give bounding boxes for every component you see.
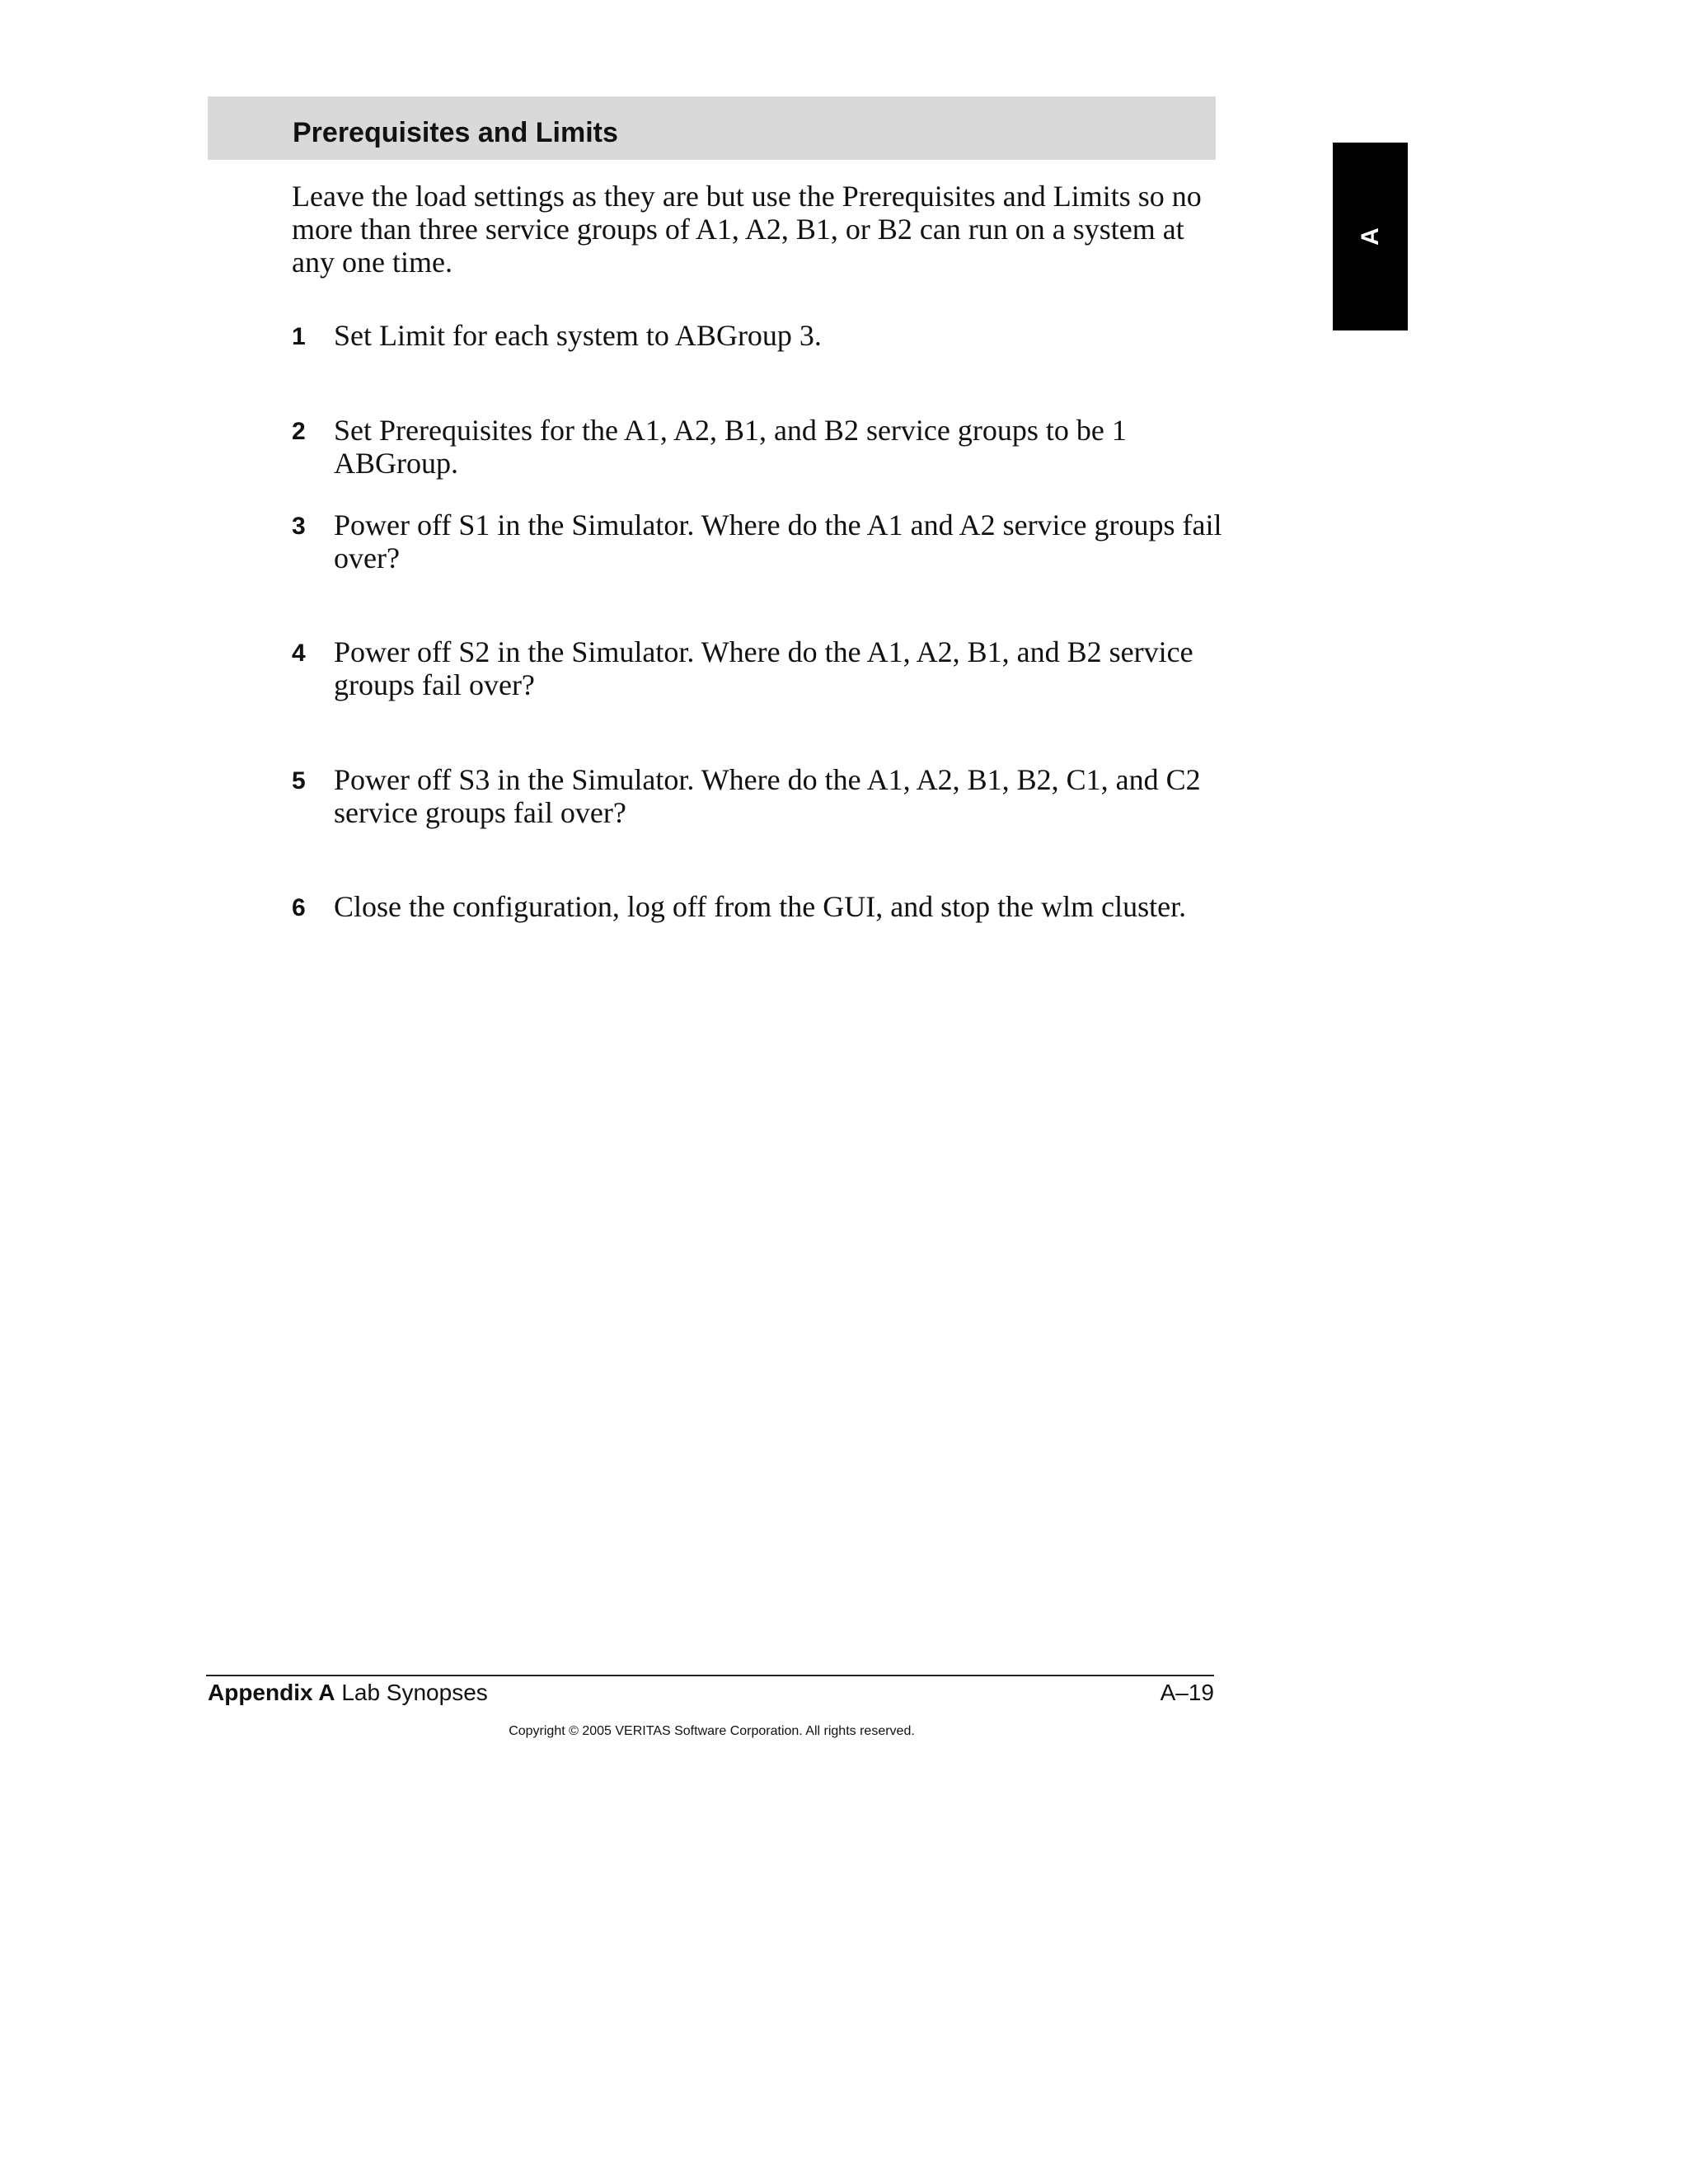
intro-paragraph: Leave the load settings as they are but use the Prerequisites and Limits so no more than three service groups of A1, A2, B1, or B2 can run on a system at any one time.: [292, 180, 1202, 279]
section-title: Prerequisites and Limits: [293, 117, 618, 148]
step-text: Close the configuration, log off from the GUI, and stop the wlm cluster.: [334, 890, 1187, 923]
step-number: 5: [292, 767, 306, 794]
footer-section-name: Lab Synopses: [341, 1680, 488, 1705]
step-text: Power off S2 in the Simulator. Where do the A1, A2, B1, and B2 service groups fail over?: [334, 635, 1193, 701]
footer-divider: [206, 1675, 1214, 1676]
appendix-side-tab: [1333, 143, 1408, 330]
step-text: Power off S3 in the Simulator. Where do the A1, A2, B1, B2, C1, and C2 service groups fail over?: [334, 763, 1201, 829]
footer-appendix-label: Appendix A: [208, 1680, 335, 1705]
step-text: Set Prerequisites for the A1, A2, B1, and B2 service groups to be 1 ABGroup.: [334, 414, 1127, 480]
step-number: 4: [292, 640, 306, 667]
step-text: Power off S1 in the Simulator. Where do the A1 and A2 service groups fail over?: [334, 509, 1222, 574]
step-number: 2: [292, 418, 306, 445]
step-number: 6: [292, 894, 306, 921]
footer-section-label: [208, 1679, 488, 1707]
step-number: 1: [292, 323, 306, 350]
footer-page-number: A–19: [1160, 1680, 1214, 1705]
step-number: 3: [292, 513, 306, 540]
copyright-notice: Copyright © 2005 VERITAS Software Corporation. All rights reserved.: [509, 1724, 915, 1738]
side-tab-label: A: [1356, 227, 1384, 246]
step-text: Set Limit for each system to ABGroup 3.: [334, 319, 822, 352]
